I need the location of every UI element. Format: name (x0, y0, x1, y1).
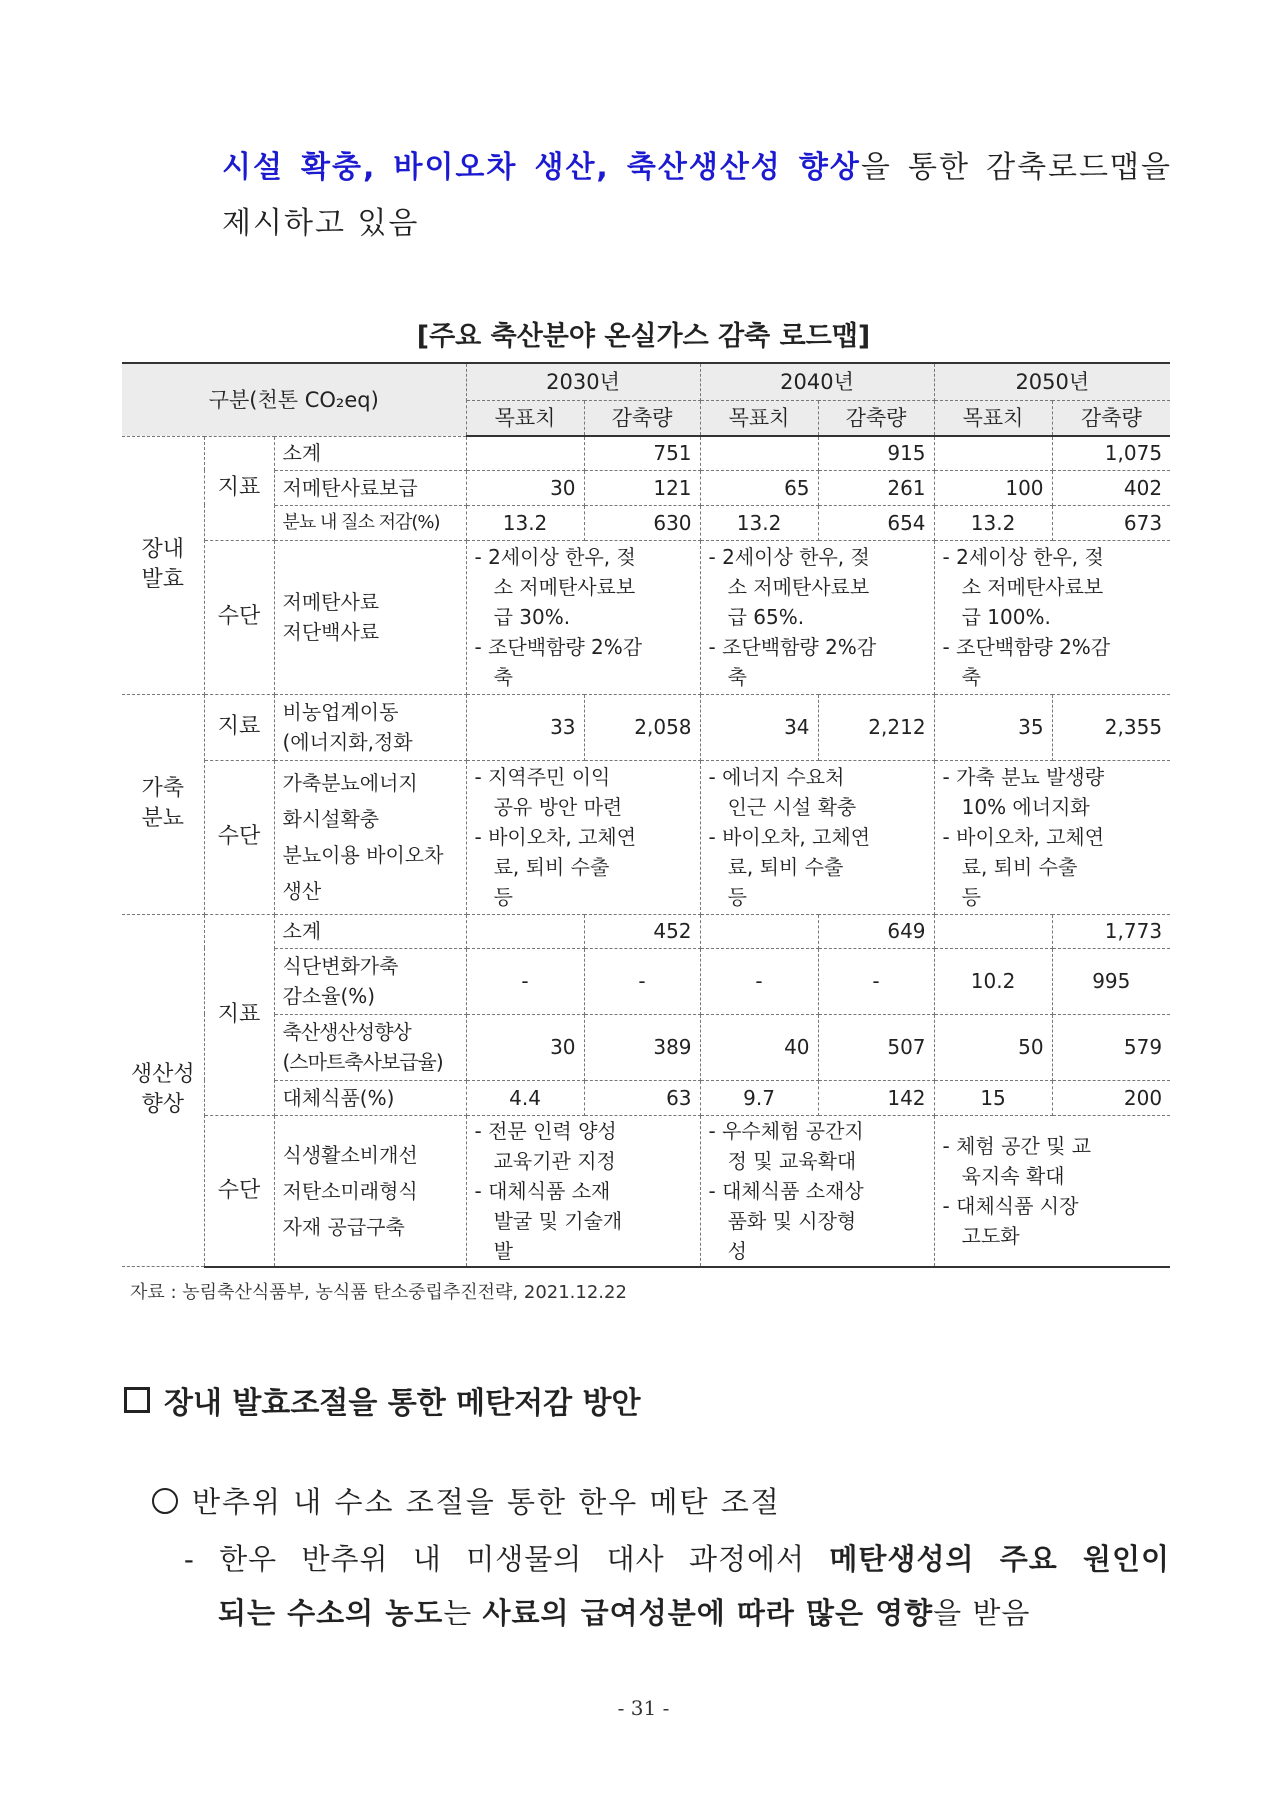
text-line: 장내 (141, 537, 184, 562)
text-line: (스마트축사보급율) (282, 1050, 443, 1074)
checkbox-square-icon (124, 1387, 150, 1413)
text-line: 분뇨이용 바이오차 (282, 843, 444, 867)
page-number: - 31 - (617, 1696, 670, 1720)
text-line: 축 (474, 665, 513, 689)
header-reduction: 감축량 (1052, 400, 1170, 436)
sub-indicator: 지료 (204, 694, 274, 760)
cell-value: 1,075 (1052, 436, 1170, 470)
text-line: - 조단백함량 2%감 (474, 635, 643, 659)
text-line: 고도화 (942, 1223, 1020, 1248)
cell-value (934, 436, 1052, 470)
cell-value: 1,773 (1052, 914, 1170, 948)
text-line: 축 (942, 665, 981, 689)
text-line: 저탄소미래형식 (282, 1178, 418, 1203)
text-line: 품화 및 시장형 (708, 1208, 857, 1233)
text-line: - 2세이상 한우, 젖 (474, 545, 636, 569)
cell-value (466, 914, 584, 948)
text-line: 생산 (282, 879, 322, 903)
dash-line-1 (184, 1532, 1170, 1586)
cell-value: 2,355 (1052, 694, 1170, 760)
cell-value: - (466, 948, 584, 1014)
row-label (274, 1115, 466, 1267)
row-label: 저메탄사료보급 (274, 470, 466, 505)
cell-value: 389 (584, 1014, 700, 1080)
table-row (122, 1014, 1170, 1080)
table-row (122, 505, 1170, 540)
header-reduction: 감축량 (818, 400, 934, 436)
table-row (122, 1080, 1170, 1115)
text-line: 축 (708, 665, 747, 689)
sub-means: 수단 (204, 760, 274, 914)
text-line: - 바이오차, 고체연 (474, 825, 637, 849)
cell-value: 200 (1052, 1080, 1170, 1115)
cell-value: 4.4 (466, 1080, 584, 1115)
cell-value: 30 (466, 470, 584, 505)
text-line: 저단백사료 (282, 620, 380, 644)
text-line: 저메탄사료 (282, 590, 380, 614)
table-source: 자료 : 농림축산식품부, 농식품 탄소중립추진전략, 2021.12.22 (130, 1282, 627, 1303)
text-line: - 지역주민 이익 (474, 765, 611, 789)
text-line: 등 (474, 885, 513, 909)
text-line: 가축 (141, 776, 184, 801)
cell-value (466, 436, 584, 470)
header-target: 목표치 (934, 400, 1052, 436)
row-label (274, 948, 466, 1014)
cell-value: 751 (584, 436, 700, 470)
text-line: (에너지화,정화 (282, 730, 413, 754)
sub-means: 수단 (204, 1115, 274, 1267)
text-line: - 체험 공간 및 교 (942, 1133, 1092, 1158)
text-line: 자재 공급구축 (282, 1214, 405, 1239)
text-line: - 바이오차, 고체연 (708, 825, 871, 849)
row-label (274, 1014, 466, 1080)
cell-value: - (584, 948, 700, 1014)
text-line: - 조단백함량 2%감 (942, 635, 1111, 659)
text-line: - 대체식품 소재상 (708, 1178, 864, 1203)
text-line: - 대체식품 소재 (474, 1178, 611, 1203)
means-2050 (934, 540, 1170, 694)
cell-value: 40 (700, 1014, 818, 1080)
cell-value: 142 (818, 1080, 934, 1115)
table-title: [주요 축산분야 온실가스 감축 로드맵] (416, 321, 871, 352)
cell-value: 2,212 (818, 694, 934, 760)
row-label (274, 694, 466, 760)
cell-value: 65 (700, 470, 818, 505)
text-line: - 바이오차, 고체연 (942, 825, 1105, 849)
cell-value (700, 436, 818, 470)
cell-value: 121 (584, 470, 700, 505)
means-2030 (466, 1115, 700, 1267)
cell-value: 34 (700, 694, 818, 760)
cell-value: 35 (934, 694, 1052, 760)
text-line: 소 저메탄사료보 (942, 575, 1104, 599)
roadmap-table (122, 362, 1170, 1268)
text-line: - 전문 인력 양성 (474, 1118, 617, 1143)
cell-value: 630 (584, 505, 700, 540)
text-line: 가축분뇨에너지 (282, 771, 418, 795)
header-year-2040: 2040년 (700, 363, 934, 400)
text-line: 발효 (141, 567, 184, 592)
cell-value: 649 (818, 914, 934, 948)
header-reduction: 감축량 (584, 400, 700, 436)
intro-paragraph (222, 140, 1172, 252)
circle-bullet-item (152, 1480, 781, 1521)
cell-value: 100 (934, 470, 1052, 505)
text-line: - 2세이상 한우, 젖 (942, 545, 1104, 569)
means-2030 (466, 540, 700, 694)
dash-bold-text: 되는 수소의 농도 (218, 1596, 444, 1630)
row-label: 소계 (274, 436, 466, 470)
cell-value: 63 (584, 1080, 700, 1115)
table-row (122, 436, 1170, 470)
cell-value: 33 (466, 694, 584, 760)
cell-value: 261 (818, 470, 934, 505)
text-line: - 에너지 수요처 (708, 765, 845, 789)
section-title: 장내 발효조절을 통한 메탄저감 방안 (164, 1386, 641, 1421)
text-line: 비농업계이동 (282, 700, 399, 724)
cell-value: 13.2 (934, 505, 1052, 540)
text-line: 급 100%. (942, 605, 1051, 629)
dash-text: 을 받음 (933, 1596, 1031, 1630)
cell-value: 13.2 (466, 505, 584, 540)
text-line: - 우수체험 공간지 (708, 1118, 864, 1143)
means-2050 (934, 1115, 1170, 1267)
text-line: - 가축 분뇨 발생량 (942, 765, 1105, 789)
cell-value: 402 (1052, 470, 1170, 505)
dash-paragraph (184, 1532, 1170, 1640)
text-line: 발 (474, 1238, 513, 1263)
sub-means: 수단 (204, 540, 274, 694)
means-2030 (466, 760, 700, 914)
header-year-2030: 2030년 (466, 363, 700, 400)
text-line: - 대체식품 시장 (942, 1193, 1079, 1218)
means-2040 (700, 1115, 934, 1267)
intro-highlight: 시설 확충, 바이오차 생산, 축산생산성 향상 (222, 150, 861, 185)
cell-value: 507 (818, 1014, 934, 1080)
text-line: 료, 퇴비 수출 (942, 855, 1078, 879)
text-line: 생산성 (130, 1062, 195, 1088)
cell-value: 654 (818, 505, 934, 540)
text-line: 소 저메탄사료보 (708, 575, 870, 599)
text-line: 소 저메탄사료보 (474, 575, 636, 599)
text-line: 화시설확충 (282, 807, 380, 831)
group-productivity (122, 914, 204, 1267)
text-line: 육지속 확대 (942, 1163, 1065, 1188)
cell-value: 13.2 (700, 505, 818, 540)
cell-value: 452 (584, 914, 700, 948)
text-line: 료, 퇴비 수출 (708, 855, 844, 879)
means-2050 (934, 760, 1170, 914)
text-line: 급 30%. (474, 605, 571, 629)
text-line: 축산생산성향상 (282, 1020, 411, 1044)
intro-line-1-rest: 을 통한 감축로드맵을 (860, 150, 1172, 185)
cell-value: - (818, 948, 934, 1014)
header-target: 목표치 (466, 400, 584, 436)
sub-indicator: 지표 (204, 436, 274, 540)
table-row (122, 470, 1170, 505)
group-manure (122, 694, 204, 914)
text-line: 료, 퇴비 수출 (474, 855, 610, 879)
text-line: 급 65%. (708, 605, 805, 629)
dash-text: 는 (443, 1596, 483, 1630)
text-line: - 조단백함량 2%감 (708, 635, 877, 659)
cell-value: - (700, 948, 818, 1014)
bullet-text: 반추위 내 수소 조절을 통한 한우 메탄 조절 (192, 1485, 781, 1519)
header-target: 목표치 (700, 400, 818, 436)
text-line: 등 (708, 885, 747, 909)
row-label (274, 540, 466, 694)
means-2040 (700, 760, 934, 914)
cell-value (700, 914, 818, 948)
cell-value (934, 914, 1052, 948)
table-row (122, 760, 1170, 914)
text-line: 분뇨 (141, 806, 184, 831)
cell-value: 673 (1052, 505, 1170, 540)
cell-value: 15 (934, 1080, 1052, 1115)
cell-value: 9.7 (700, 1080, 818, 1115)
table-row (122, 694, 1170, 760)
text-line: 교육기관 지정 (474, 1148, 616, 1173)
cell-value: 579 (1052, 1014, 1170, 1080)
row-label: 소계 (274, 914, 466, 948)
table-row (122, 914, 1170, 948)
cell-value: 2,058 (584, 694, 700, 760)
cell-value: 10.2 (934, 948, 1052, 1014)
header-division: 구분(천톤 CO₂eq) (122, 363, 466, 436)
table-row (122, 1115, 1170, 1267)
cell-value: 915 (818, 436, 934, 470)
text-line: 식생활소비개선 (282, 1142, 418, 1167)
text-line: 감소율(%) (282, 984, 376, 1008)
row-label: 대체식품(%) (274, 1080, 466, 1115)
text-line: 인근 시설 확충 (708, 795, 857, 819)
text-line: 10% 에너지화 (942, 795, 1090, 819)
row-label (274, 760, 466, 914)
intro-line-2: 제시하고 있음 (222, 206, 420, 241)
cell-value: 995 (1052, 948, 1170, 1014)
row-label: 분뇨 내 질소 저감(%) (274, 505, 466, 540)
table-row (122, 540, 1170, 694)
section-heading (124, 1378, 640, 1422)
text-line: 발굴 및 기술개 (474, 1208, 623, 1233)
cell-value: 30 (466, 1014, 584, 1080)
intro-line-1 (222, 140, 1172, 196)
text-line: 공유 방안 마련 (474, 795, 623, 819)
dash-bold-text: 사료의 급여성분에 따라 많은 영향 (482, 1596, 934, 1630)
sub-indicator: 지표 (204, 914, 274, 1115)
dash-line-2 (184, 1586, 1170, 1640)
text-line: 향상 (141, 1092, 184, 1118)
text-line: - 2세이상 한우, 젖 (708, 545, 870, 569)
table-row (122, 948, 1170, 1014)
cell-value: 50 (934, 1014, 1052, 1080)
text-line: 식단변화가축 (282, 954, 399, 978)
text-line: 성 (708, 1238, 747, 1263)
text-line: 정 및 교육확대 (708, 1148, 857, 1173)
dash-bold-text: 메탄생성의 주요 원인이 (829, 1542, 1170, 1576)
dash-text: - 한우 반추위 내 미생물의 대사 과정에서 (184, 1542, 830, 1576)
means-2040 (700, 540, 934, 694)
group-enteric (122, 436, 204, 694)
text-line: 등 (942, 885, 981, 909)
header-year-2050: 2050년 (934, 363, 1170, 400)
circle-bullet-icon (152, 1488, 178, 1514)
